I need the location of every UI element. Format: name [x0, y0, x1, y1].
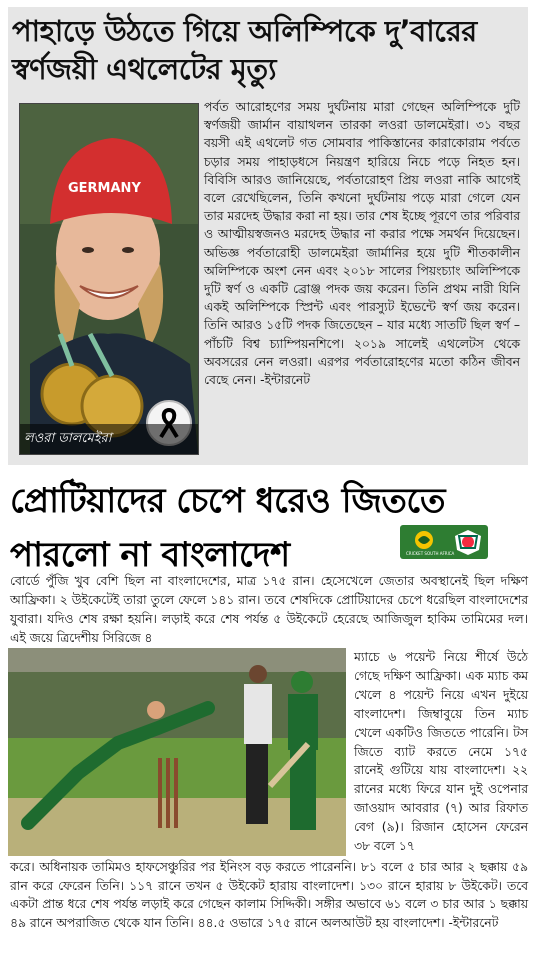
story2-headline: প্রোটিয়াদের চেপে ধরেও জিততে পারলো না বাংলাদেশ	[10, 481, 446, 575]
cricket-match-illustration	[8, 648, 346, 856]
story2-body-right: ম্যাচে ৬ পয়েন্ট নিয়ে শীর্ষে উঠে গেছে দক্ষিণ আফ্রিকা। এক ম্যাচ কম খেলে ৪ পয়েন্ট নিয়ে এখন দুইয়ে বাংলাদেশ। জিম্বাবুয়ে তিন ম্যাচ খেলে একটিও জিততে পারেনি। টস জিতে ব্যাট করতে নেমে ১৭৫ রানেই গুটিয়ে যায় বাংলাদেশ। ২২ রানের মধ্যে ফিরে যান দুই ওপেনার জাওয়াদ আবরার (৭) আর রিফাত বেগ (৯)। রিজান হোসেন ফেরেন ৩৮ বলে ১৭	[354, 650, 528, 854]
team-logos	[400, 525, 488, 559]
bangladesh-cricket-logo-icon	[451, 528, 485, 556]
divider	[8, 466, 528, 468]
story1-photo-caption: লওরা ডালমেইরা	[20, 424, 198, 454]
story1-headline: পাহাড়ে উঠতে গিয়ে অলিম্পিকে দু’বারের স্বর্ণজয়ী এথলেটের মৃত্যু	[12, 14, 477, 86]
logo-text: CRICKET SOUTH AFRICA	[405, 551, 454, 556]
story1-body: পর্বত আরোহণের সময় দুর্ঘটনায় মারা গেছেন অলিম্পিকে দুটি স্বর্ণজয়ী জার্মান বায়াথলন তারকা লওরা ডালমেইরা। ৩১ বছর বয়সী এই এথলেট গত সোমবার পাকিস্তানের কারাকোরাম পর্বতে চড়ার সময় পাহাড়ধসে নিয়ন্ত্রণ হারিয়ে নিচে পড়ে নিহত হন। বিবিসি আরও জানিয়েছে, পর্বতারোহণ প্রিয় লওরা নাকি আগেই বলে রেখেছিলেন, তিনি কখনো দুর্ঘটনায় পড়ে মারা গেলে যেন তার মরদেহ উদ্ধার করা না হয়। তার শেষ ইচ্ছে পূরণে তার পরিবার ও আত্মীয়স্বজনও মরদেহ উদ্ধার না করার পক্ষে সমর্থন দিয়েছেন। অভিজ্ঞ পর্বতারোহী ডালমেইরা জার্মানির হয়ে দুটি শীতকালীন অলিম্পিকে অংশ নেন এবং ২০১৮ সালের পিয়ংচ্যাং অলিম্পিকে দুটি স্বর্ণ ও একটি ব্রোঞ্জ পদক জয় করেন। তিনি প্রথম নারী যিনি একই অলিম্পিকে স্প্রিন্ট এবং পারস্যুট ইভেন্টে স্বর্ণ জয় করেন। তিনি আরও ১৫টি পদক জিতেছেন – যার মধ্যে সাতটি ছিল স্বর্ণ – পাঁচটি বিশ্ব চ্যাম্পিয়নশিপে। ২০১৯ সালেই এথলেটস থেকে অবসরের নেন লওরা। এরপর পর্বতারোহণের মতো কঠিন জীবন বেছে নেন। -ইন্টারনেট	[204, 100, 520, 388]
cricket-south-africa-logo-icon	[404, 528, 454, 556]
story2-body-bottom: করে। অধিনায়ক তামিমও হাফসেঞ্চুরির পর ইনিংস বড় করতে পারেননি। ৮১ বলে ৫ চার আর ২ ছক্কায় ৫৯ রান করে ফেরেন তিনি। ১১৭ রানে তখন ৫ উইকেট হারায় বাংলাদেশ। ১৩০ রানে হারায় ৮ উইকেট। তবে একটা প্রান্ত ধরে শেষ পর্যন্ত লড়াই করে গেছেন কালাম সিদ্দিকী। সঙ্গীর অভাবে ৬১ বলে ৩ চার আর ১ ছক্কায় ৪৯ রানে অপরাজিত থেকে যান তিনি। ৪৪.৫ ওভারে ১৭৫ রানে অলআউট হয় বাংলাদেশ। -ইন্টারনেট	[10, 860, 528, 930]
story1-photo	[19, 103, 199, 455]
story2-body-top: বোর্ডে পুঁজি খুব বেশি ছিল না বাংলাদেশের, মাত্র ১৭৫ রান। হেসেখেলে জেতার অবস্থানেই ছিল দক্ষিণ আফ্রিকা। ২ উইকেটেই তারা তুলে ফেলে ১৪১ রান। তবে শেষদিকে প্রোটিয়াদের চেপে ধরেছিল বাংলাদেশের যুবারা। যদিও শেষ রক্ষা হয়নি। লড়াই করে শেষ পর্যন্ত ৫ উইকেটে হেরেছে আজিজুল হাকিম তামিমের দল। এই জয়ে ত্রিদেশীয় সিরিজে ৪	[10, 574, 528, 645]
story2-photo	[8, 648, 346, 856]
cap-text: GERMANY	[68, 181, 141, 196]
